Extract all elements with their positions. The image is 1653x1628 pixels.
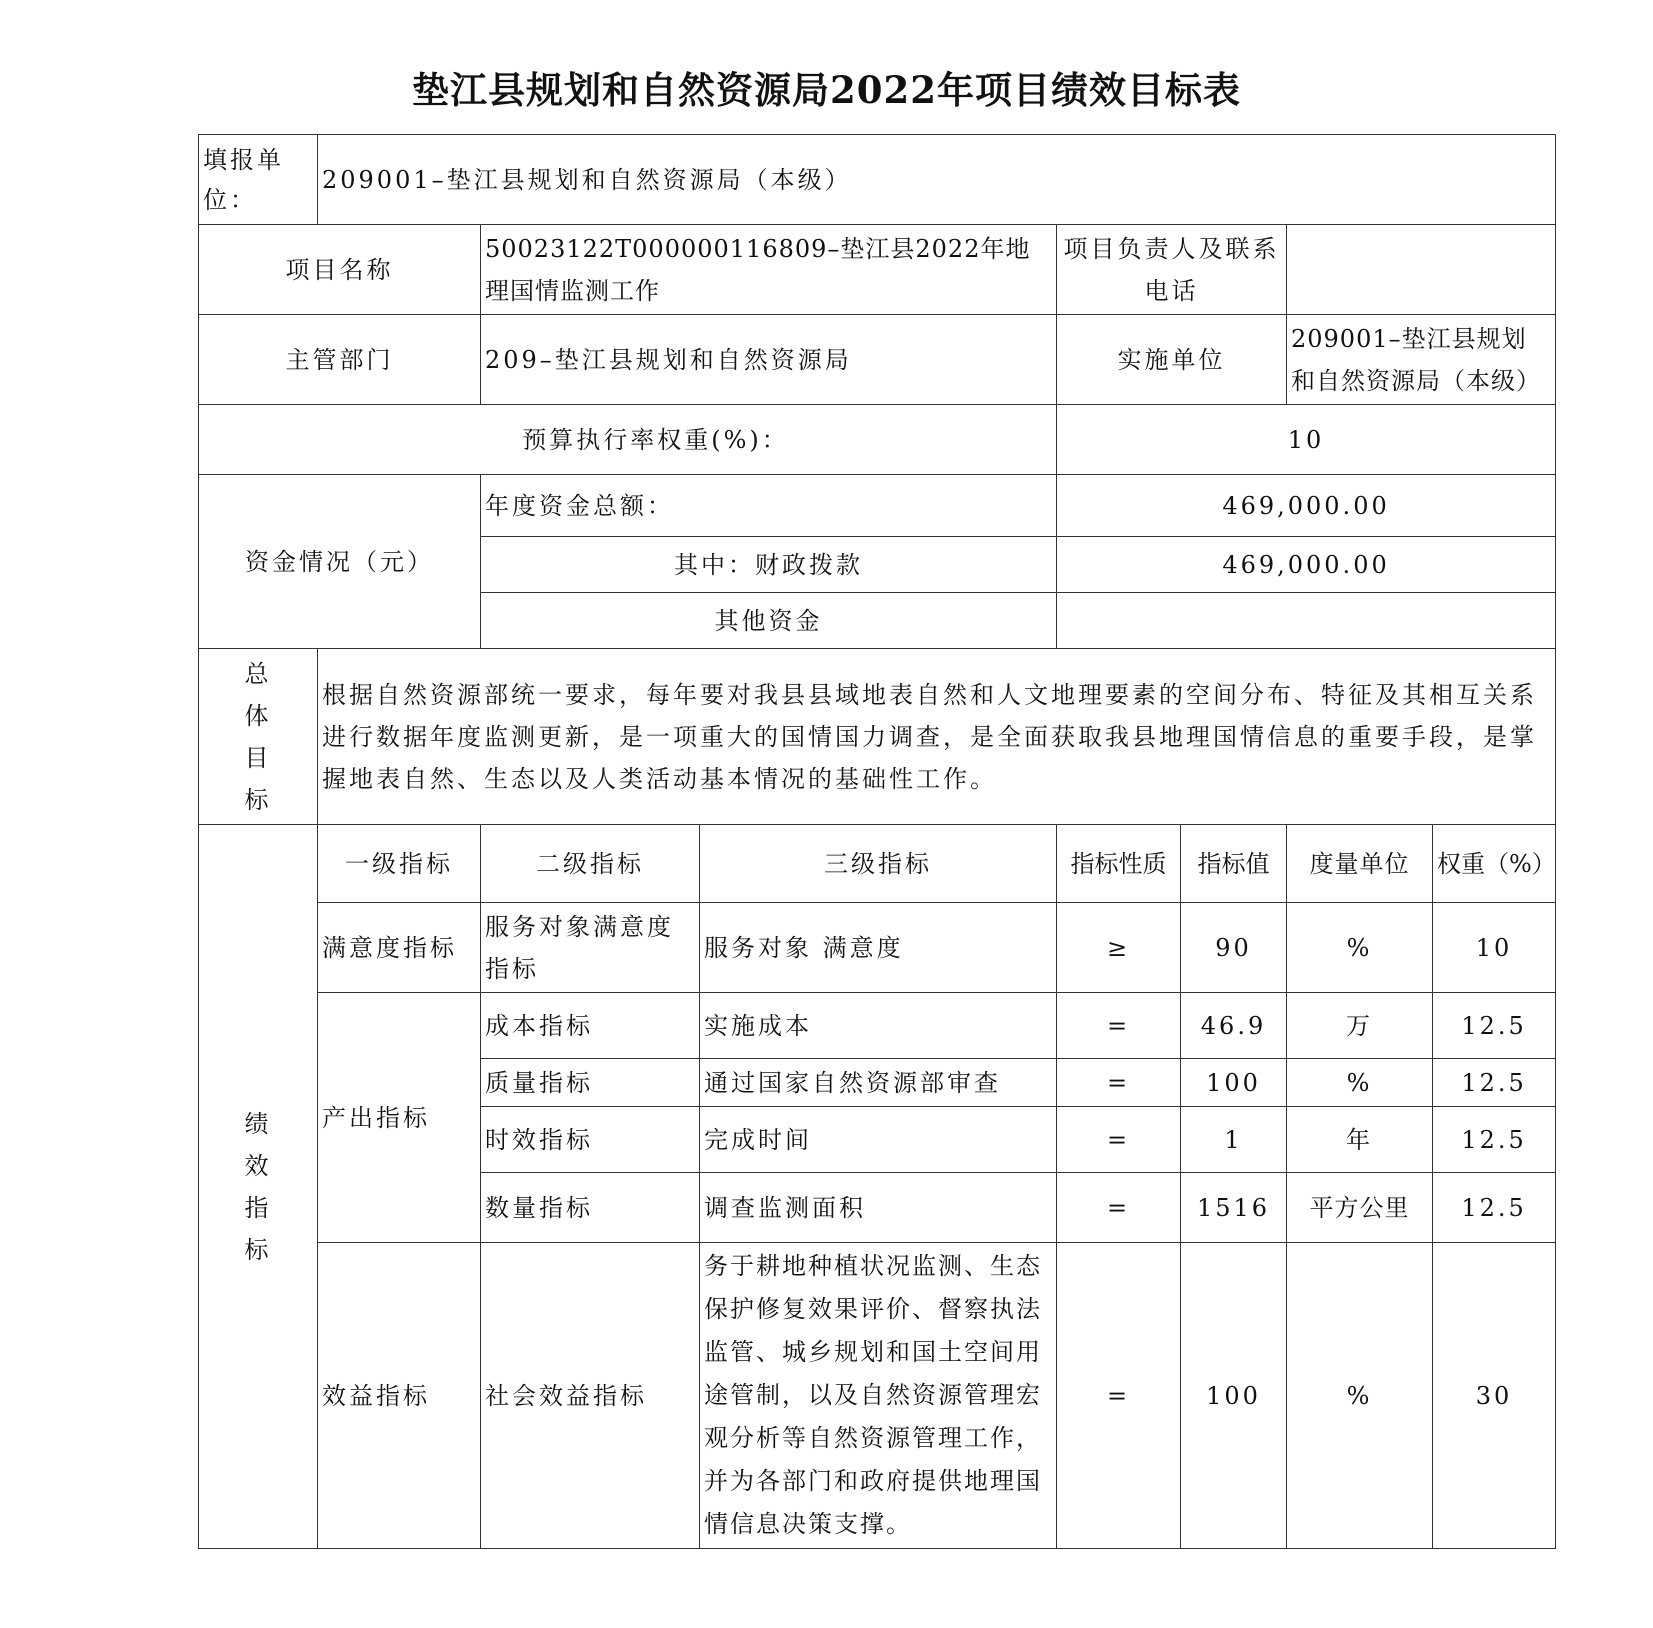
perf-l3: 实施成本 <box>700 993 1057 1059</box>
perf-l1: 产出指标 <box>318 993 481 1243</box>
perf-header-nature: 指标性质 <box>1057 825 1181 903</box>
perf-l2: 时效指标 <box>481 1107 700 1173</box>
perf-nature: = <box>1057 1243 1181 1549</box>
impl-label: 实施单位 <box>1057 315 1287 405</box>
perf-l2: 数量指标 <box>481 1173 700 1243</box>
perf-value: 46.9 <box>1181 993 1287 1059</box>
perf-nature: = <box>1057 1059 1181 1107</box>
perf-l3: 调查监测面积 <box>700 1173 1057 1243</box>
perf-l1: 效益指标 <box>318 1243 481 1549</box>
perf-header-value: 指标值 <box>1181 825 1287 903</box>
perf-weight: 12.5 <box>1433 1107 1556 1173</box>
funds-total-label: 年度资金总额： <box>481 475 1057 537</box>
perf-header-row <box>199 825 1556 903</box>
funds-label: 资金情况（元） <box>199 475 481 649</box>
budget-row <box>199 405 1556 475</box>
perf-l3: 完成时间 <box>700 1107 1057 1173</box>
perf-l1: 满意度指标 <box>318 903 481 993</box>
project-name-label: 项目名称 <box>199 225 481 315</box>
perf-l2: 质量指标 <box>481 1059 700 1107</box>
perf-value: 100 <box>1181 1059 1287 1107</box>
perf-l2: 社会效益指标 <box>481 1243 700 1549</box>
perf-weight: 10 <box>1433 903 1556 993</box>
perf-header-weight: 权重（%） <box>1433 825 1556 903</box>
perf-weight: 30 <box>1433 1243 1556 1549</box>
perf-unit: 平方公里 <box>1287 1173 1433 1243</box>
performance-table <box>198 134 1556 1549</box>
perf-nature: = <box>1057 1107 1181 1173</box>
unit-value: 209001–垫江县规划和自然资源局（本级） <box>318 135 1556 225</box>
perf-l2: 服务对象满意度指标 <box>481 903 700 993</box>
perf-header-unit: 度量单位 <box>1287 825 1433 903</box>
perf-l3: 服务对象 满意度 <box>700 903 1057 993</box>
perf-unit: % <box>1287 903 1433 993</box>
project-row <box>199 225 1556 315</box>
perf-value: 1 <box>1181 1107 1287 1173</box>
perf-value: 1516 <box>1181 1173 1287 1243</box>
table-row <box>199 903 1556 993</box>
goal-text: 根据自然资源部统一要求，每年要对我县县域地表自然和人文地理要素的空间分布、特征及其相互关系进行数据年度监测更新，是一项重大的国情国力调查，是全面获取我县地理国情信息的重要手段，是掌握地表自然、生态以及人类活动基本情况的基础性工作。 <box>318 649 1556 825</box>
perf-label: 绩效指标 <box>199 825 318 1549</box>
budget-value: 10 <box>1057 405 1556 475</box>
unit-label: 填报单位： <box>199 135 318 225</box>
impl-value: 209001–垫江县规划和自然资源局（本级） <box>1287 315 1556 405</box>
perf-nature: = <box>1057 993 1181 1059</box>
perf-weight: 12.5 <box>1433 993 1556 1059</box>
perf-l3: 通过国家自然资源部审查 <box>700 1059 1057 1107</box>
funds-fiscal-value: 469,000.00 <box>1057 537 1556 593</box>
perf-header-l2: 二级指标 <box>481 825 700 903</box>
budget-label: 预算执行率权重(%)： <box>199 405 1057 475</box>
perf-unit: % <box>1287 1243 1433 1549</box>
perf-unit: 年 <box>1287 1107 1433 1173</box>
page-title: 垫江县规划和自然资源局2022年项目绩效目标表 <box>412 68 1241 112</box>
funds-other-value <box>1057 593 1556 649</box>
perf-unit: % <box>1287 1059 1433 1107</box>
funds-fiscal-label: 其中：财政拨款 <box>481 537 1057 593</box>
perf-unit: 万 <box>1287 993 1433 1059</box>
table-row <box>199 993 1556 1059</box>
funds-total-row <box>199 475 1556 537</box>
project-name-value: 50023122T000000116809–垫江县2022年地理国情监测工作 <box>481 225 1057 315</box>
dept-value: 209–垫江县规划和自然资源局 <box>481 315 1057 405</box>
funds-total-value: 469,000.00 <box>1057 475 1556 537</box>
perf-weight: 12.5 <box>1433 1059 1556 1107</box>
perf-value: 90 <box>1181 903 1287 993</box>
project-owner-value <box>1287 225 1556 315</box>
goal-label: 总体目标 <box>199 649 318 825</box>
funds-other-label: 其他资金 <box>481 593 1057 649</box>
table-row <box>199 1243 1556 1549</box>
goal-row <box>199 649 1556 825</box>
unit-row <box>199 135 1556 225</box>
dept-row <box>199 315 1556 405</box>
perf-nature: ≥ <box>1057 903 1181 993</box>
perf-value: 100 <box>1181 1243 1287 1549</box>
perf-l2: 成本指标 <box>481 993 700 1059</box>
perf-header-l3: 三级指标 <box>700 825 1057 903</box>
perf-header-l1: 一级指标 <box>318 825 481 903</box>
project-owner-label: 项目负责人及联系电话 <box>1057 225 1287 315</box>
perf-weight: 12.5 <box>1433 1173 1556 1243</box>
perf-nature: = <box>1057 1173 1181 1243</box>
dept-label: 主管部门 <box>199 315 481 405</box>
perf-l3: 务于耕地种植状况监测、生态保护修复效果评价、督察执法监管、城乡规划和国土空间用途管制，以及自然资源管理宏观分析等自然资源管理工作，并为各部门和政府提供地理国情信息决策支撑。 <box>700 1243 1057 1549</box>
